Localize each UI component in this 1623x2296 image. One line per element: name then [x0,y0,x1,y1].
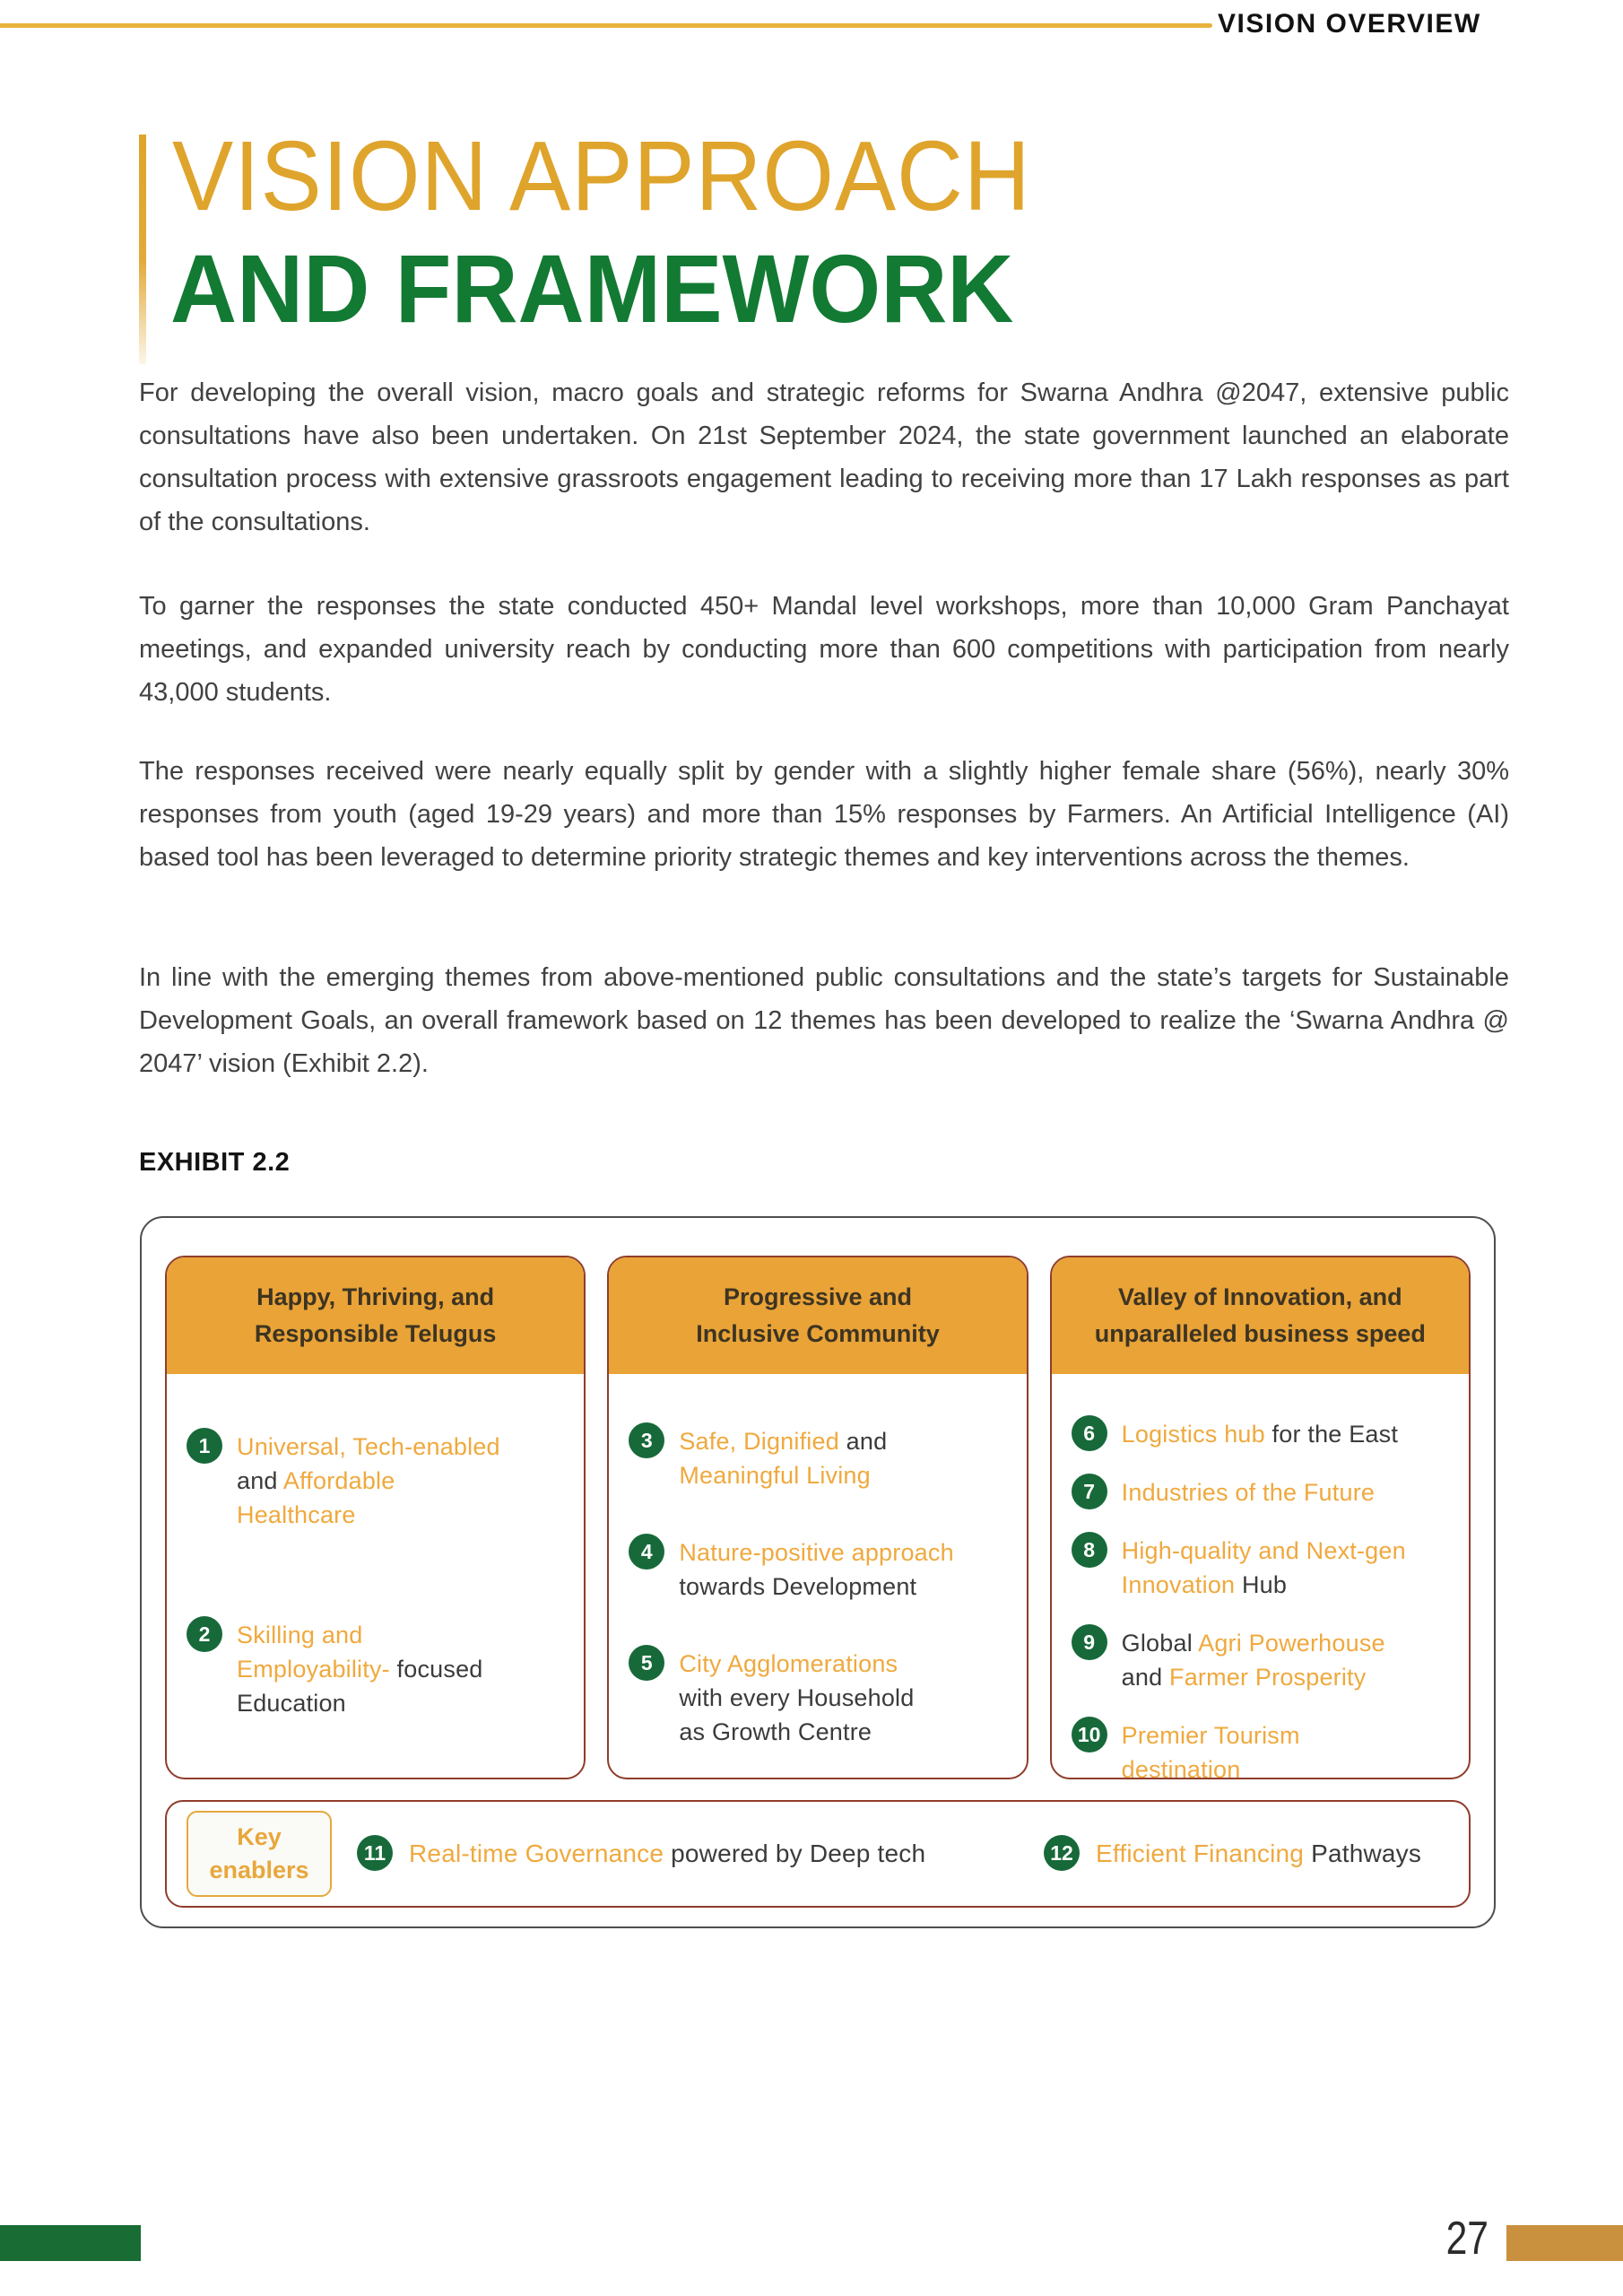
theme-text-segment: Affordable [282,1467,395,1494]
body-paragraph-2: To garner the responses the state conducted 450+ Mandal level workshops, more than 10,000 Gram Panchayat meetings, and expanded university reach by conducting more than 600 competitions with participation from nearly 43,000 students. [139,592,1509,707]
body-paragraph-4: In line with the emerging themes from above-mentioned public consultations and the state’s targets for Sustainable Development Goals, an overall framework based on 12 themes has been developed to realize the ‘Swarna Andhra @ 2047’ vision (Exhibit 2.2). [139,963,1509,1078]
theme-item-text [237,1430,500,1532]
item-number-badge: 3 [629,1422,664,1458]
theme-item-text [1122,1534,1406,1602]
theme-text-segment: Pathways [1304,1839,1422,1867]
column-header-line: Inclusive Community [696,1320,940,1347]
framework-column [1050,1256,1471,1779]
theme-item [609,1647,1026,1749]
item-number-badge: 5 [629,1645,664,1681]
theme-item-line [1122,1475,1375,1509]
theme-item-line [679,1424,887,1458]
theme-item-text [237,1618,483,1720]
theme-item-line [1122,1417,1398,1451]
theme-item-line [679,1535,953,1570]
column-header-line: Valley of Innovation, and [1118,1283,1402,1310]
framework-column-body [609,1374,1026,1749]
theme-item [1052,1718,1469,1779]
item-number-badge: 8 [1072,1532,1107,1568]
theme-text-segment: and [1121,1664,1170,1691]
theme-item-line [1122,1752,1300,1779]
theme-text-segment: Global [1121,1630,1199,1657]
theme-item [609,1424,1026,1492]
theme-text-segment: powered by Deep tech [664,1839,926,1867]
theme-item-line [1122,1534,1406,1568]
section-header-label: VISION OVERVIEW [1218,9,1481,39]
theme-text-segment: destination [1121,1756,1241,1779]
key-enablers-row [165,1800,1471,1908]
theme-text-segment: and [838,1428,888,1455]
theme-item-line [237,1686,483,1720]
header-rule [0,23,1212,28]
body-paragraph-1: For developing the overall vision, macro goals and strategic reforms for Swarna Andhra @2047, extensive public consultations have also been undertaken. On 21st September 2024, the state government launched an elaborate consultation process with extensive grassroots engagement leading to receiving more than 17 Lakh responses as part of the consultations. [139,378,1509,536]
theme-item-line [1122,1718,1300,1752]
theme-text-segment: Healthcare [237,1501,356,1528]
item-number-badge: 10 [1072,1717,1107,1752]
theme-item [1052,1626,1469,1694]
item-number-badge: 2 [187,1616,222,1652]
theme-item-line [1122,1626,1385,1660]
framework-column-header [1052,1257,1469,1374]
framework-column-header [167,1257,584,1374]
item-number-badge: 1 [187,1428,222,1464]
exhibit-framework-box [140,1216,1496,1928]
footer-gold-bar [1506,2225,1623,2261]
theme-text-segment: for the East [1264,1421,1399,1448]
theme-item-line [1122,1660,1385,1694]
page-title-line2: AND FRAMEWORK [170,234,1014,343]
theme-text-segment: Nature-positive approach [679,1539,954,1566]
key-enabler-text [1096,1837,1421,1871]
theme-item-text [1122,1718,1300,1779]
theme-text-segment: towards Development [679,1573,917,1600]
item-number-badge: 11 [357,1835,393,1871]
theme-item-text [1122,1626,1385,1694]
title-accent-bar [139,135,146,364]
theme-item-line [679,1570,953,1604]
theme-item [167,1618,584,1720]
theme-text-segment: Employability- [237,1656,390,1683]
exhibit-label: EXHIBIT 2.2 [139,1148,291,1177]
key-enablers-box [187,1811,332,1897]
key-enabler-item [357,1837,925,1871]
theme-item-line [1122,1568,1406,1602]
theme-text-segment: and [237,1467,283,1494]
theme-text-segment: Innovation [1121,1571,1236,1598]
theme-item-line [237,1464,500,1498]
theme-item [1052,1475,1469,1509]
framework-columns [165,1256,1471,1779]
theme-text-segment: Hub [1235,1571,1288,1598]
theme-text-segment: City Agglomerations [679,1650,898,1677]
framework-column [165,1256,586,1779]
theme-text-segment: Universal, Tech-enabled [237,1433,500,1460]
theme-text-segment: Logistics hub [1121,1421,1265,1448]
theme-text-segment: Safe, Dignified [679,1428,839,1455]
item-number-badge: 12 [1044,1835,1080,1871]
theme-text-segment: Farmer Prosperity [1169,1664,1367,1691]
item-number-badge: 4 [629,1534,664,1570]
page-number: 27 [1445,2213,1488,2265]
theme-text-segment: Premier Tourism [1121,1722,1300,1749]
theme-item-text [679,1535,953,1604]
theme-item-line [237,1430,500,1464]
theme-text-segment: Meaningful Living [679,1462,871,1489]
theme-text-segment: with every Household [679,1684,915,1711]
theme-text-segment: Agri Powerhouse [1198,1630,1385,1657]
theme-item-line [679,1681,914,1715]
key-enabler-text [409,1837,925,1871]
theme-item [1052,1417,1469,1451]
theme-text-segment: Industries of the Future [1121,1479,1376,1506]
page-title-line1: VISION APPROACH [172,121,1031,231]
key-enablers-label-line2: enablers [209,1857,309,1883]
key-enabler-item [1044,1837,1421,1871]
theme-item-line [237,1652,483,1686]
theme-item-line [679,1647,914,1681]
theme-item-line [237,1618,483,1652]
theme-text-segment: Efficient Financing [1096,1839,1305,1867]
theme-item-line [679,1715,914,1749]
theme-text-segment: as Growth Centre [679,1718,872,1745]
theme-item-text [679,1424,887,1492]
theme-text-segment: focused [389,1656,483,1683]
framework-column [607,1256,1028,1779]
framework-column-body [1052,1374,1469,1779]
theme-item [609,1535,1026,1604]
column-header-line: Progressive and [723,1283,913,1310]
item-number-badge: 9 [1072,1624,1107,1660]
theme-item-text [1122,1417,1398,1451]
column-header-line: Responsible Telugus [254,1320,497,1347]
theme-item-line [679,1458,887,1492]
item-number-badge: 7 [1072,1474,1107,1509]
theme-item-line [237,1498,500,1532]
theme-item [1052,1534,1469,1602]
theme-item [167,1430,584,1532]
item-number-badge: 6 [1072,1415,1107,1451]
footer-green-bar [0,2225,141,2261]
framework-column-body [167,1374,584,1720]
column-header-line: Happy, Thriving, and [256,1283,495,1310]
body-paragraph-3: The responses received were nearly equally split by gender with a slightly higher female share (56%), nearly 30% responses from youth (aged 19-29 years) and more than 15% responses by Farmers. An Artificial Intelligence (AI) based tool has been leveraged to determine priority strategic themes and key interventions across the themes. [139,757,1509,872]
theme-text-segment: Skilling and [237,1622,363,1648]
theme-item-text [679,1647,914,1749]
column-header-line: unparalleled business speed [1094,1320,1426,1347]
framework-column-header [609,1257,1026,1374]
theme-text-segment: High-quality and Next-gen [1121,1537,1406,1564]
key-enablers-label-line1: Key [237,1823,282,1850]
theme-item-text [1122,1475,1375,1509]
theme-text-segment: Real-time Governance [409,1839,664,1867]
theme-text-segment: Education [237,1690,346,1717]
